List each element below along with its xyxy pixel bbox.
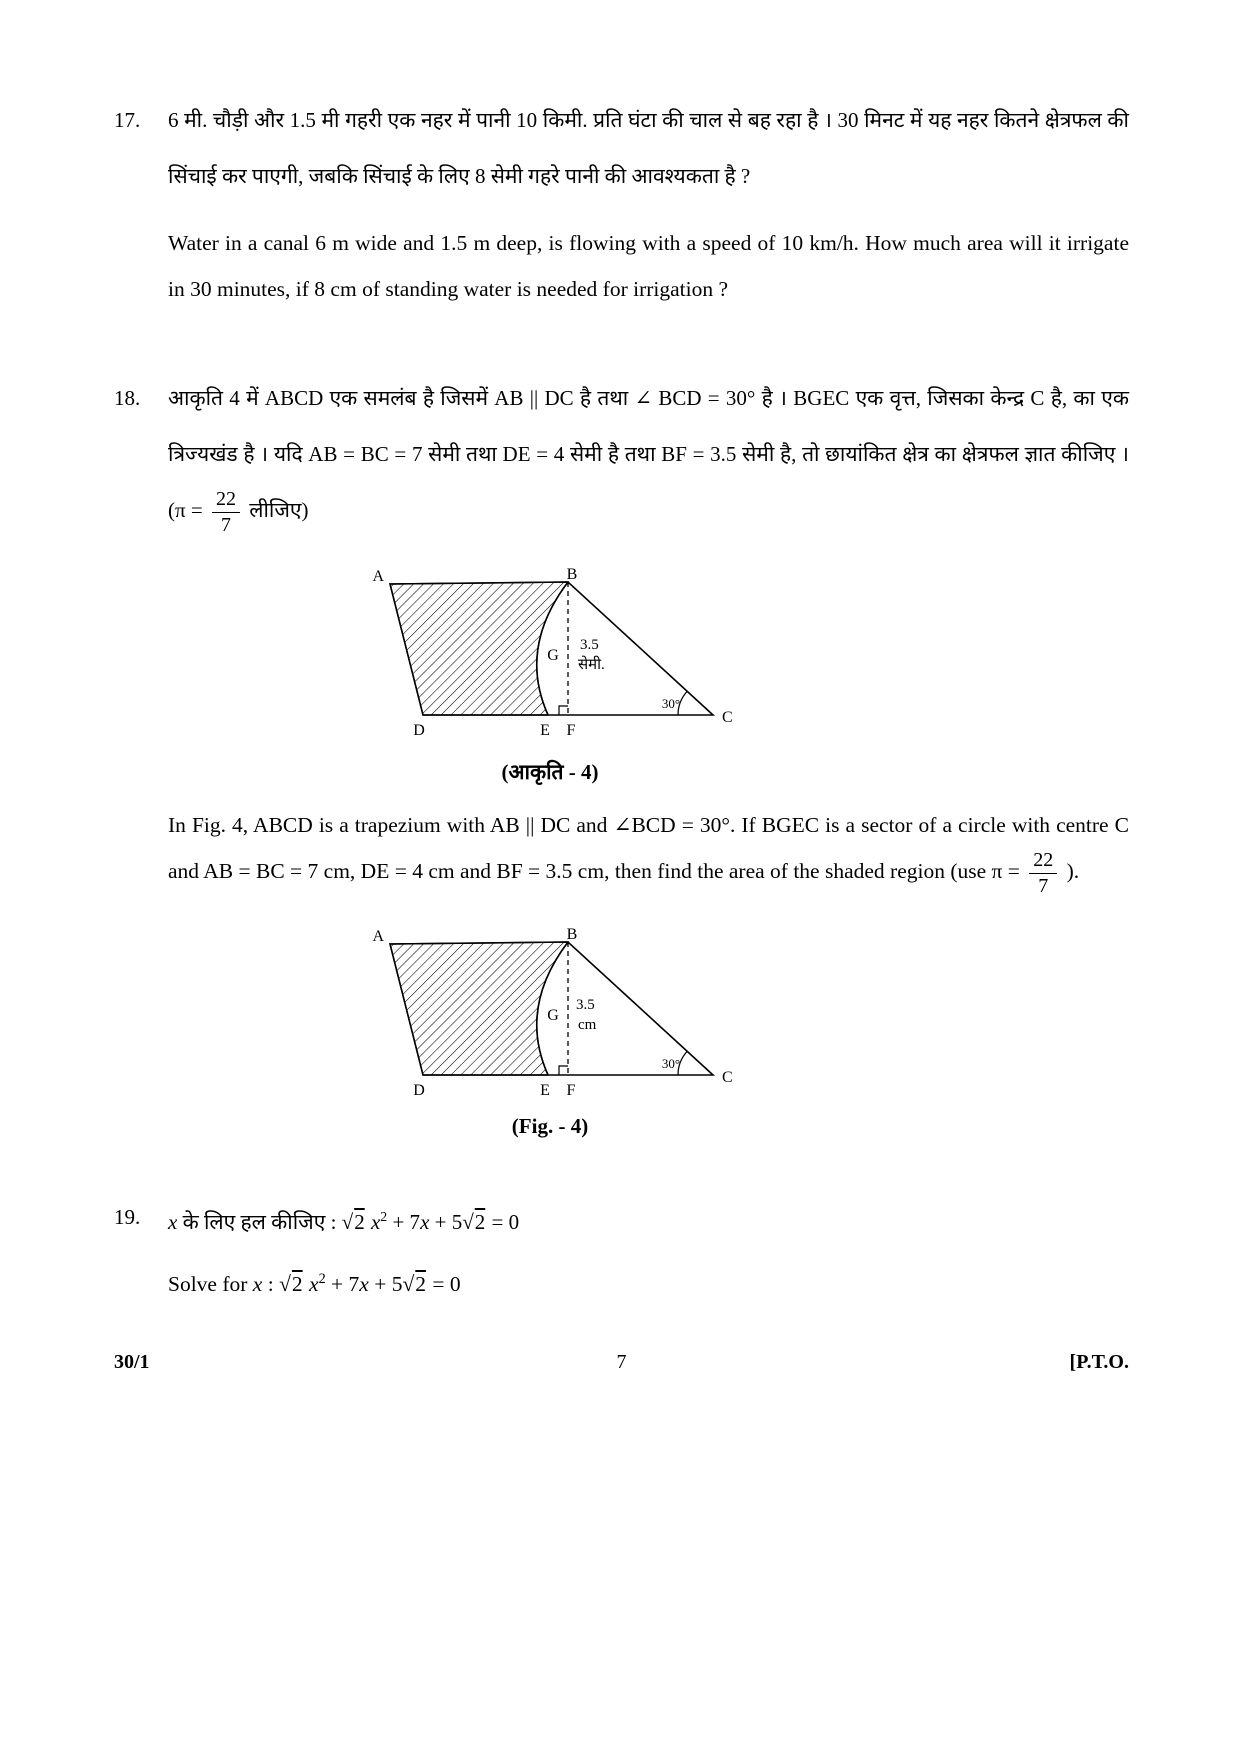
vertex-label-f: F xyxy=(566,1081,576,1099)
radical-sign: √ xyxy=(279,1271,291,1296)
variable-x: x xyxy=(359,1271,369,1296)
right-angle-mark xyxy=(559,1066,568,1075)
radical-sign: √ xyxy=(462,1209,474,1234)
figure-caption-english: (Fig. - 4) xyxy=(511,1113,589,1138)
page-footer xyxy=(114,1351,1129,1374)
figure-4-hindi xyxy=(350,568,750,786)
term-plus-7: + 7 xyxy=(325,1271,360,1296)
variable-x: x xyxy=(168,1209,178,1234)
vertex-label-f: F xyxy=(566,722,576,739)
question-19-hindi-text xyxy=(168,1189,1129,1250)
variable-x: x xyxy=(420,1209,430,1234)
question-19-english-text xyxy=(168,1256,1129,1307)
point-label-g: G xyxy=(547,1006,559,1024)
question-17-number: 17. xyxy=(114,108,141,132)
equals-zero: = 0 xyxy=(427,1271,461,1296)
question-18-number: 18. xyxy=(114,386,141,410)
radicand: 2 xyxy=(291,1271,303,1296)
term-plus-5: + 5 xyxy=(429,1209,463,1234)
vertex-label-c: C xyxy=(722,1068,733,1086)
angle-label: 30° xyxy=(661,1055,681,1071)
vertex-label-a: A xyxy=(372,927,384,945)
fraction-numerator: 22 xyxy=(212,488,240,513)
q18-english-after-frac: ). xyxy=(1061,859,1080,883)
angle-label: 30° xyxy=(661,696,681,711)
dimension-value: 3.5 xyxy=(576,996,595,1013)
variable-x: x xyxy=(309,1271,319,1296)
radical xyxy=(402,1272,427,1296)
vertex-label-e: E xyxy=(540,1081,550,1099)
pto-marker: [P.T.O. xyxy=(1069,1350,1129,1373)
radical xyxy=(462,1210,486,1234)
radicand: 2 xyxy=(415,1271,427,1296)
page-number: 7 xyxy=(616,1350,627,1373)
vertex-label-d: D xyxy=(413,722,425,739)
right-angle-mark xyxy=(559,706,568,715)
term-plus-5: + 5 xyxy=(368,1271,403,1296)
radicand: 2 xyxy=(354,1209,365,1234)
radicand: 2 xyxy=(474,1209,486,1234)
fraction-denominator: 7 xyxy=(220,513,231,536)
variable-x: x xyxy=(252,1271,263,1296)
q19-english-label: Solve for xyxy=(168,1271,248,1296)
vertex-label-c: C xyxy=(722,709,733,726)
trapezium-sector-diagram xyxy=(350,928,750,1100)
q18-hindi-after-frac: लीजिए) xyxy=(243,498,309,522)
question-17 xyxy=(114,92,1129,312)
dimension-unit-english: cm xyxy=(578,1016,597,1033)
question-18-english-text xyxy=(168,802,1129,898)
colon: : xyxy=(267,1271,274,1296)
radical-sign: √ xyxy=(341,1209,354,1234)
variable-x: x xyxy=(370,1209,381,1234)
pi-fraction xyxy=(212,488,240,537)
exponent: 2 xyxy=(318,1270,326,1287)
vertex-label-b: B xyxy=(566,568,578,583)
vertex-label-d: D xyxy=(413,1081,425,1099)
question-18 xyxy=(114,370,1129,1155)
equals-zero: = 0 xyxy=(486,1209,520,1234)
exponent: 2 xyxy=(380,1208,388,1224)
paper-code: 30/1 xyxy=(114,1350,150,1373)
question-18-hindi-text xyxy=(168,370,1129,538)
question-17-hindi-text: 6 मी. चौड़ी और 1.5 मी गहरी एक नहर में पानी 10 किमी. प्रति घंटा की चाल से बह रहा है । 30 मिनट में यह नहर कितने क्षेत्रफल की सिंचाई कर पाएगी, जबकि सिंचाई के लिए 8 सेमी गहरे पानी की आवश्यकता है ? xyxy=(168,108,1129,188)
radical xyxy=(279,1272,304,1296)
term-plus-7: + 7 xyxy=(387,1209,421,1234)
fraction-denominator: 7 xyxy=(1038,874,1049,897)
point-label-g: G xyxy=(547,647,559,664)
question-19-number: 19. xyxy=(114,1204,141,1229)
q18-english-before-frac: In Fig. 4, ABCD is a trapezium with AB || DC and ∠BCD = 30°. If BGEC is a sector of a circle with centre C and AB = BC = 7 cm, DE = 4 cm and BF = 3.5 cm, then find the area of the shaded region (use π = xyxy=(168,813,1129,883)
figure-4-english xyxy=(350,928,750,1139)
vertex-label-a: A xyxy=(372,568,384,585)
vertex-label-e: E xyxy=(540,722,550,739)
vertex-label-b: B xyxy=(566,927,578,943)
radical-sign: √ xyxy=(402,1271,415,1296)
fraction-numerator: 22 xyxy=(1029,849,1057,874)
dimension-value: 3.5 xyxy=(580,637,599,653)
trapezium-sector-diagram xyxy=(350,568,750,740)
figure-caption-hindi: (आकृति - 4) xyxy=(501,760,599,784)
q18-hindi-before-frac: आकृति 4 में ABCD एक समलंब है जिसमें AB || DC है तथा ∠ BCD = 30° है । BGEC एक वृत्त, जिसका केन्द्र C है, का एक त्रिज्यखंड है । यदि AB = BC = 7 सेमी तथा DE = 4 सेमी है तथा BF = 3.5 सेमी है, तो छायांकित क्षेत्र का क्षेत्रफल ज्ञात कीजिए । (π = xyxy=(168,386,1129,522)
pi-fraction xyxy=(1029,849,1057,898)
equation xyxy=(279,1272,461,1296)
question-17-english-text: Water in a canal 6 m wide and 1.5 m deep, is flowing with a speed of 10 km/h. How much area will it irrigate in 30 minutes, if 8 cm of standing water is needed for irrigation ? xyxy=(168,231,1129,301)
question-19 xyxy=(114,1189,1129,1307)
q19-hindi-label: के लिए हल कीजिए : xyxy=(182,1209,337,1234)
radical xyxy=(342,1210,366,1234)
dimension-unit-hindi: सेमी. xyxy=(578,657,605,673)
equation xyxy=(342,1210,519,1234)
